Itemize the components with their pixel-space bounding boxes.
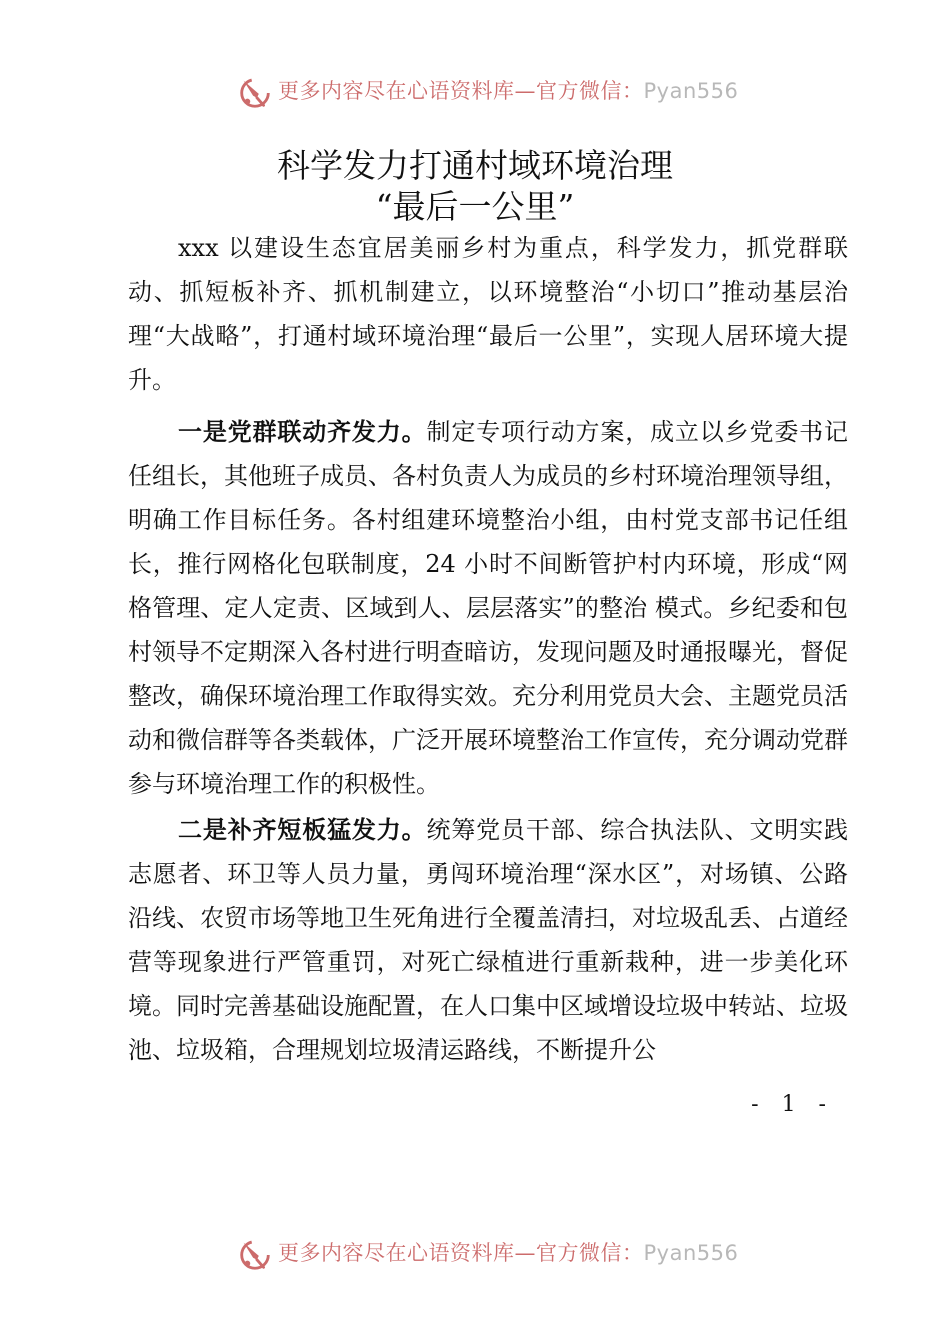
watermark-label: 更多内容尽在心语资料库—官方微信： (278, 1241, 644, 1265)
section-1-lead: 一是党群联动齐发力。 (178, 418, 427, 446)
watermark-text (278, 78, 738, 104)
watermark-banner-bottom (0, 1232, 950, 1276)
watermark-banner-top (0, 70, 950, 114)
section-2-body: 统筹党员干部、综合执法队、文明实践志愿者、环卫等人员力量，勇闯环境治理“深水区”，对场镇、公路沿线、农贸市场等地卫生死角进行全覆盖清扫，对垃圾乱丢、占道经营等现象进行严管重罚，对死亡绿植进行重新栽种，进一步美化环境。同时完善基础设施配置，在人口集中区域增设垃圾中转站、垃圾池、垃圾箱，合理规划垃圾清运路线，不断提升公 (128, 816, 849, 1064)
section-1-body: 制定专项行动方案，成立以乡党委书记任组长，其他班子成员、各村负责人为成员的乡村环境治理领导组，明确工作目标任务。各村组建环境整治小组，由村党支部书记任组长，推行网格化包联制度，24 小时不间断管护村内环境，形成“网格管理、定人定责、区域到人、层层落实”的整治 模式。乡纪委和包村领导不定期深入各村进行明查暗访，发现问题及时通报曝光，督促整改，确保环境治理工作取得实效。充分利用党员大会、主题党员活动和微信群等各类载体，广泛开展环境整治工作宣传，充分调动党群参与环境治理工作的积极性。 (128, 418, 849, 798)
watermark-label: 更多内容尽在心语资料库—官方微信： (278, 79, 644, 103)
watermark-text (278, 1240, 738, 1266)
document-title-line1: 科学发力打通村域环境治理 (277, 146, 673, 185)
watermark-wechat-id: Pyan556 (643, 79, 739, 103)
page-number: - 1 - (751, 1092, 834, 1117)
section-2-lead: 二是补齐短板猛发力。 (178, 816, 427, 844)
pen-logo-icon (236, 73, 274, 111)
pen-logo-icon (236, 1235, 274, 1273)
section-paragraph-1 (128, 410, 848, 806)
intro-paragraph: xxx 以建设生态宜居美丽乡村为重点，科学发力，抓党群联动、抓短板补齐、抓机制建立，以环境整治“小切口”推动基层治理“大战略”，打通村域环境治理“最后一公里”，实现人居环境大提升。 (128, 234, 848, 394)
section-paragraph-2 (128, 808, 848, 1072)
document-title-line2: “最后一公里” (375, 187, 575, 226)
watermark-wechat-id: Pyan556 (643, 1241, 739, 1265)
